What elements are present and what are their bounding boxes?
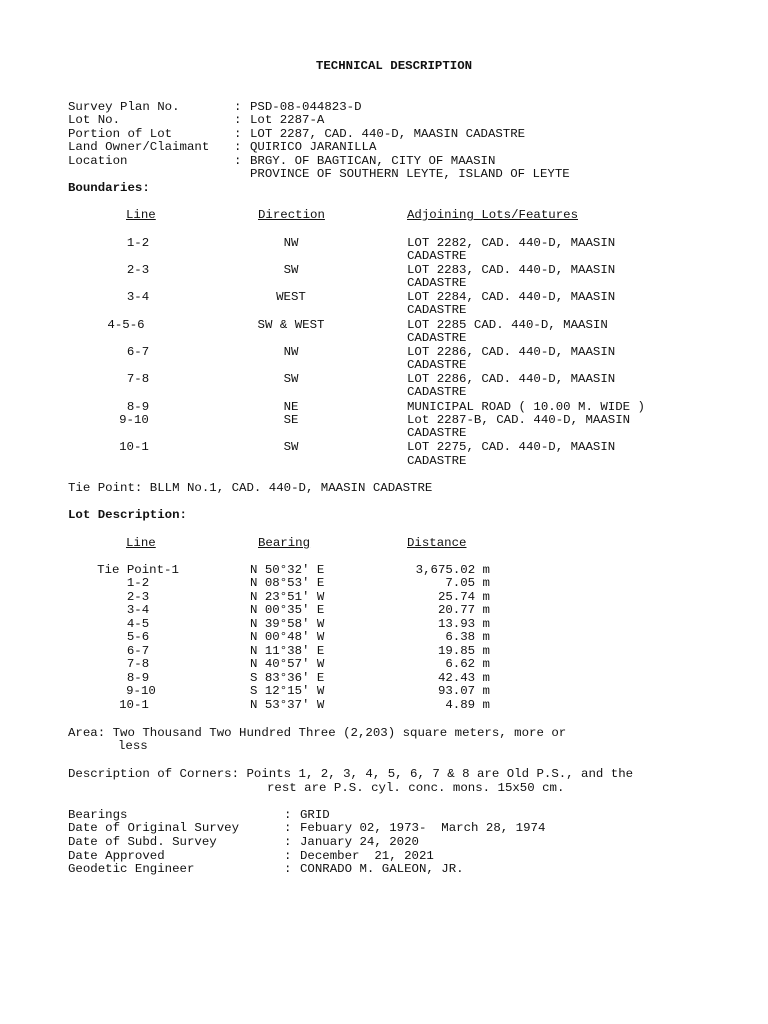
header-label-location: Location [68,154,128,168]
table-row-adjoining-cont: CADASTRE [407,276,467,290]
table-row-bearing: N 23°51' W [250,590,325,604]
table-row-line: 6-7 [126,345,150,359]
footer-colon: : [284,835,292,849]
table-row-direction: SW [283,372,299,386]
table-row-line: 1-2 [126,576,150,590]
footer-label-date-approved: Date Approved [68,849,165,863]
table-row-adjoining: LOT 2285 CAD. 440-D, MAASIN [407,318,608,332]
table-row-adjoining-cont: CADASTRE [407,331,467,345]
table-row-line: 7-8 [126,657,150,671]
table-row-bearing: N 53°37' W [250,698,325,712]
table-row-line: 9-10 [126,684,156,698]
table-row-bearing: N 39°58' W [250,617,325,631]
footer-value-bearings: GRID [300,808,330,822]
header-value-owner: QUIRICO JARANILLA [250,140,377,154]
lot-col-bearing: Bearing [258,536,311,550]
table-row-line: Tie Point-1 [97,563,179,577]
header-colon: : [234,113,242,127]
header-label-lot-no: Lot No. [68,113,121,127]
table-row-line: 4-5-6 [107,318,145,332]
corners-text: Description of Corners: Points 1, 2, 3, 4, 5, 6, 7 & 8 are Old P.S., and the [68,767,634,781]
table-row-bearing: N 08°53' E [250,576,325,590]
boundaries-col-line: Line [126,208,156,222]
header-label-owner: Land Owner/Claimant [68,140,210,154]
header-value-lot-no: Lot 2287-A [250,113,325,127]
table-row-line: 4-5 [126,617,150,631]
table-row-line: 8-9 [126,400,150,414]
header-label-portion: Portion of Lot [68,127,173,141]
header-value-location-line2: PROVINCE OF SOUTHERN LEYTE, ISLAND OF LEYTE [250,167,570,181]
table-row-adjoining: LOT 2286, CAD. 440-D, MAASIN [407,372,616,386]
area-text-cont: less [118,739,148,753]
table-row-line: 1-2 [126,236,150,250]
table-row-bearing: N 00°35' E [250,603,325,617]
table-row-direction: SW [283,263,299,277]
footer-value-subd-survey: January 24, 2020 [300,835,419,849]
table-row-distance: 25.74 m [437,590,490,604]
table-row-adjoining-cont: CADASTRE [407,385,467,399]
footer-colon: : [284,808,292,822]
header-label-survey-plan: Survey Plan No. [68,100,180,114]
lot-col-line: Line [126,536,156,550]
table-row-adjoining: Lot 2287-B, CAD. 440-D, MAASIN [407,413,631,427]
area-text: Area: Two Thousand Two Hundred Three (2,203) square meters, more or [68,726,567,740]
table-row-direction: NE [283,400,299,414]
footer-label-original-survey: Date of Original Survey [68,821,240,835]
table-row-line: 5-6 [126,630,150,644]
table-row-bearing: S 83°36' E [250,671,325,685]
boundaries-col-adjoining: Adjoining Lots/Features [407,208,579,222]
table-row-bearing: N 00°48' W [250,630,325,644]
table-row-line: 2-3 [126,263,150,277]
boundaries-col-direction: Direction [258,208,325,222]
table-row-adjoining-cont: CADASTRE [407,426,467,440]
table-row-bearing: S 12°15' W [250,684,325,698]
table-row-direction: SW & WEST [257,318,325,332]
table-row-bearing: N 50°32' E [250,563,325,577]
table-row-line: 8-9 [126,671,150,685]
table-row-direction: SW [283,440,299,454]
footer-value-geodetic-engineer: CONRADO M. GALEON, JR. [300,862,464,876]
table-row-distance: 93.07 m [437,684,490,698]
header-value-portion: LOT 2287, CAD. 440-D, MAASIN CADASTRE [250,127,526,141]
table-row-bearing: N 40°57' W [250,657,325,671]
header-colon: : [234,154,242,168]
table-row-line: 3-4 [126,290,150,304]
table-row-direction: WEST [276,290,306,304]
footer-value-original-survey: Febuary 02, 1973- March 28, 1974 [300,821,546,835]
footer-label-bearings: Bearings [68,808,128,822]
table-row-direction: SE [283,413,299,427]
header-colon: : [234,127,242,141]
footer-colon: : [284,821,292,835]
table-row-adjoining: LOT 2275, CAD. 440-D, MAASIN [407,440,616,454]
footer-colon: : [284,849,292,863]
table-row-distance: 7.05 m [445,576,490,590]
table-row-distance: 13.93 m [437,617,490,631]
table-row-adjoining: MUNICIPAL ROAD ( 10.00 M. WIDE ) [407,400,645,414]
table-row-adjoining-cont: CADASTRE [407,249,467,263]
table-row-adjoining: LOT 2282, CAD. 440-D, MAASIN [407,236,616,250]
table-row-direction: NW [283,345,299,359]
table-row-distance: 42.43 m [437,671,490,685]
table-row-adjoining-cont: CADASTRE [407,454,467,468]
header-colon: : [234,140,242,154]
table-row-bearing: N 11°38' E [250,644,325,658]
table-row-distance: 19.85 m [437,644,490,658]
table-row-line: 9-10 [119,413,149,427]
footer-label-geodetic-engineer: Geodetic Engineer [68,862,195,876]
corners-text-cont: rest are P.S. cyl. conc. mons. 15x50 cm. [267,781,565,795]
lot-col-distance: Distance [407,536,467,550]
table-row-direction: NW [283,236,299,250]
tie-point: Tie Point: BLLM No.1, CAD. 440-D, MAASIN CADASTRE [68,481,433,495]
table-row-distance: 4.89 m [445,698,490,712]
footer-value-date-approved: December 21, 2021 [300,849,434,863]
header-value-location: BRGY. OF BAGTICAN, CITY OF MAASIN [250,154,496,168]
table-row-line: 2-3 [126,590,150,604]
table-row-adjoining-cont: CADASTRE [407,303,467,317]
header-value-survey-plan: PSD-08-044823-D [250,100,362,114]
table-row-distance: 6.62 m [445,657,490,671]
table-row-distance: 6.38 m [445,630,490,644]
table-row-line: 10-1 [119,698,149,712]
table-row-distance: 3,675.02 m [415,563,490,577]
table-row-adjoining: LOT 2284, CAD. 440-D, MAASIN [407,290,616,304]
table-row-line: 3-4 [126,603,150,617]
footer-colon: : [284,862,292,876]
table-row-distance: 20.77 m [437,603,490,617]
table-row-line: 6-7 [126,644,150,658]
boundaries-heading: Boundaries: [68,181,150,195]
table-row-adjoining-cont: CADASTRE [407,358,467,372]
lot-description-heading: Lot Description: [68,508,187,522]
table-row-line: 10-1 [119,440,149,454]
table-row-adjoining: LOT 2286, CAD. 440-D, MAASIN [407,345,616,359]
header-colon: : [234,100,242,114]
table-row-adjoining: LOT 2283, CAD. 440-D, MAASIN [407,263,616,277]
footer-label-subd-survey: Date of Subd. Survey [68,835,217,849]
document-title: TECHNICAL DESCRIPTION [315,59,473,73]
table-row-line: 7-8 [126,372,150,386]
